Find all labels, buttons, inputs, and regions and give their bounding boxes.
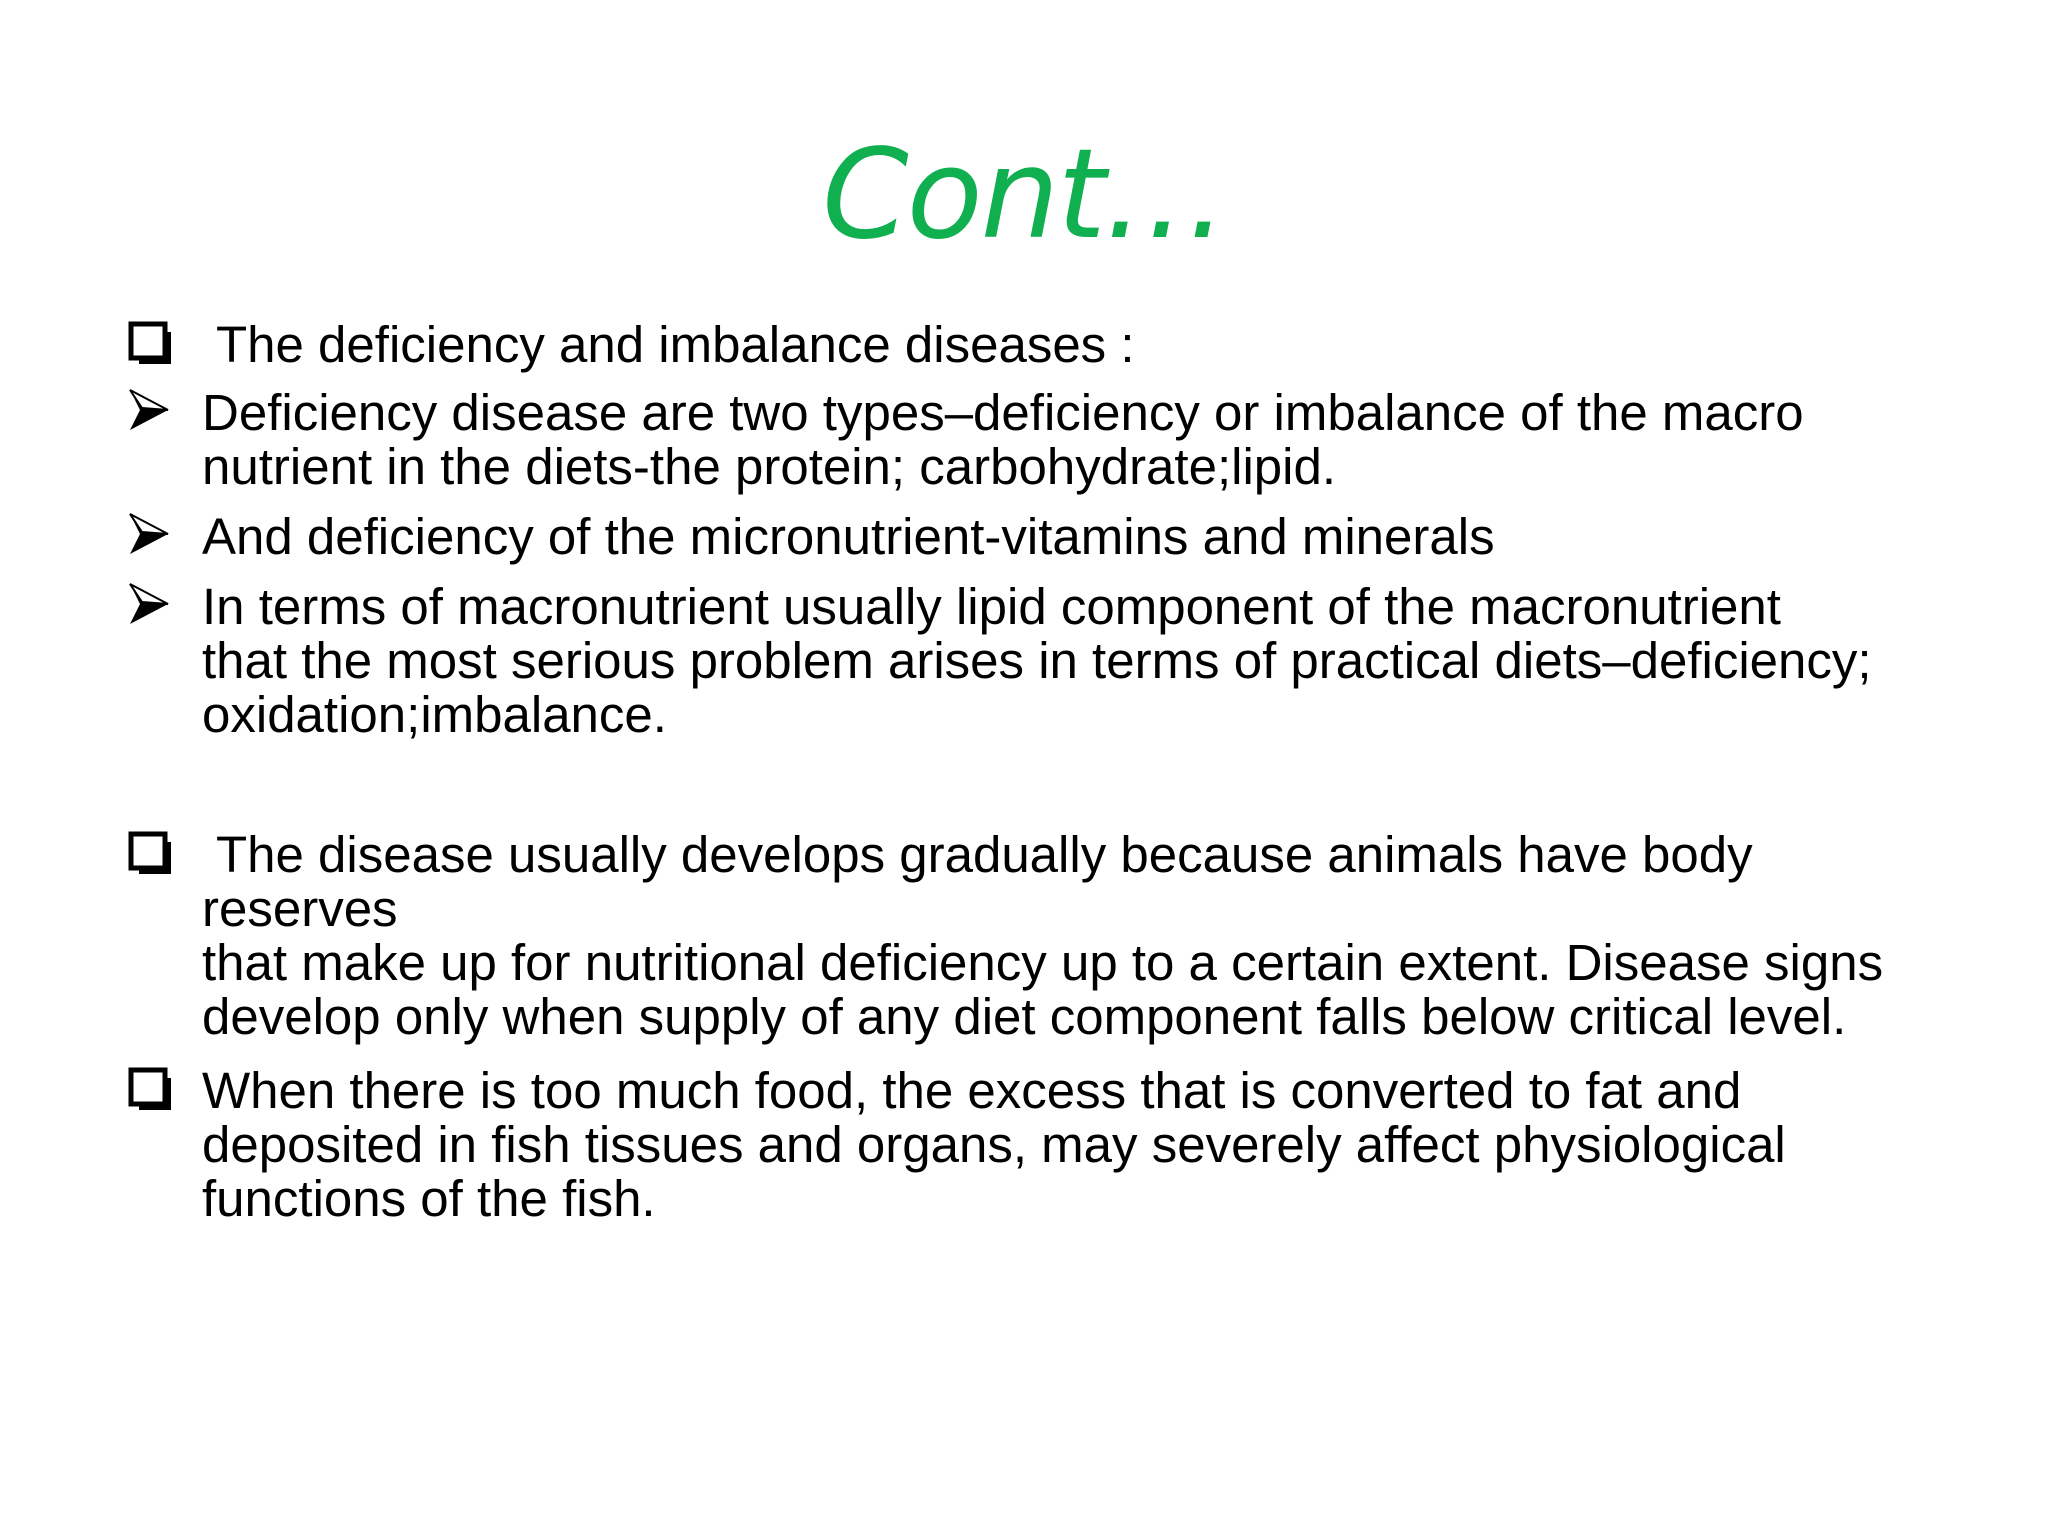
bullet-text-5: The disease usually develops gradually because animals have body reserves that make up for nutritional deficiency up to a certain extent. Disease signs develop only when supply of any diet component falls below critical level. — [202, 826, 1884, 1045]
arrowhead-bullet-icon — [128, 510, 188, 570]
bullet-text-3: And deficiency of the micronutrient-vitamins and minerals — [202, 508, 1495, 565]
bullet-text-6: When there is too much food, the excess that is converted to fat and deposited in fish tissues and organs, may severely affect physiological functions of the fish. — [202, 1062, 1786, 1227]
arrowhead-bullet-icon — [128, 580, 188, 640]
hollow-square-bullet-icon — [128, 828, 188, 888]
bullet-text-2: Deficiency disease are two types–deficiency or imbalance of the macro nutrient in the diets-the protein; carbohydrate;lipid. — [202, 384, 1804, 495]
hollow-square-bullet-icon — [128, 318, 188, 378]
slide-title: Cont… — [822, 123, 1226, 267]
hollow-square-bullet-icon — [128, 1064, 188, 1124]
bullet-text-4: In terms of macronutrient usually lipid component of the macronutrient that the most serious problem arises in terms of practical diets–deficiency; oxidation;imbalance. — [202, 578, 1872, 743]
bullet-text-1: The deficiency and imbalance diseases : — [216, 316, 1135, 373]
arrowhead-bullet-icon — [128, 386, 188, 446]
